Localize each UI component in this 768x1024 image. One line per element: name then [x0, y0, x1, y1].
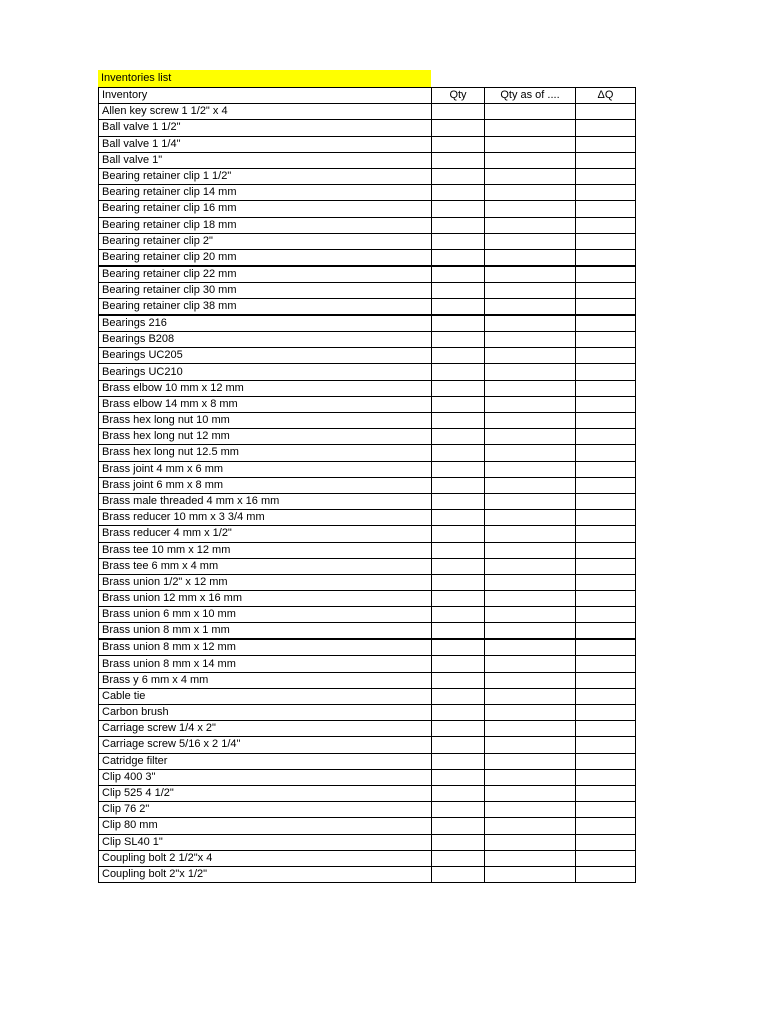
inventory-cell[interactable]: Brass union 12 mm x 16 mm [99, 591, 432, 607]
delta-q-cell[interactable] [576, 461, 636, 477]
qty-as-of-cell[interactable] [485, 737, 576, 753]
delta-q-cell[interactable] [576, 607, 636, 623]
table-row [99, 705, 636, 721]
qty-as-of-cell[interactable] [485, 542, 576, 558]
delta-q-cell[interactable] [576, 639, 636, 656]
qty-cell[interactable] [432, 445, 485, 461]
qty-cell[interactable] [432, 705, 485, 721]
delta-q-cell[interactable] [576, 380, 636, 396]
table-row [99, 656, 636, 672]
delta-q-cell[interactable] [576, 493, 636, 509]
inventory-body [99, 104, 636, 883]
qty-cell[interactable] [432, 785, 485, 801]
table-row [99, 477, 636, 493]
delta-q-cell[interactable] [576, 120, 636, 136]
qty-cell[interactable] [432, 769, 485, 785]
delta-q-cell[interactable] [576, 705, 636, 721]
delta-q-cell[interactable] [576, 850, 636, 866]
inventory-cell[interactable]: Coupling bolt 2"x 1/2" [99, 866, 432, 882]
qty-as-of-cell[interactable] [485, 526, 576, 542]
delta-q-cell[interactable] [576, 413, 636, 429]
qty-cell[interactable] [432, 152, 485, 168]
delta-q-cell[interactable] [576, 217, 636, 233]
delta-q-cell[interactable] [576, 591, 636, 607]
table-row [99, 380, 636, 396]
qty-as-of-cell[interactable] [485, 299, 576, 316]
qty-as-of-cell[interactable] [485, 510, 576, 526]
qty-cell[interactable] [432, 396, 485, 412]
inventory-cell[interactable]: Clip 80 mm [99, 818, 432, 834]
header-row [99, 88, 636, 104]
table-row [99, 818, 636, 834]
inventory-cell[interactable]: Brass union 8 mm x 12 mm [99, 639, 432, 656]
qty-as-of-cell[interactable] [485, 152, 576, 168]
inventory-cell[interactable]: Bearing retainer clip 20 mm [99, 249, 432, 266]
table-row [99, 299, 636, 316]
delta-q-cell[interactable] [576, 348, 636, 364]
delta-q-cell[interactable] [576, 266, 636, 283]
qty-cell[interactable] [432, 753, 485, 769]
table-row [99, 429, 636, 445]
inventory-cell[interactable]: Clip 400 3" [99, 769, 432, 785]
qty-as-of-cell[interactable] [485, 802, 576, 818]
header-qty[interactable]: Qty [432, 88, 485, 104]
table-row [99, 217, 636, 233]
qty-as-of-cell[interactable] [485, 168, 576, 184]
qty-cell[interactable] [432, 299, 485, 316]
inventory-cell[interactable]: Bearing retainer clip 38 mm [99, 299, 432, 316]
table-row [99, 574, 636, 590]
qty-as-of-cell[interactable] [485, 866, 576, 882]
table-row [99, 737, 636, 753]
delta-q-cell[interactable] [576, 282, 636, 298]
inventory-cell[interactable]: Bearing retainer clip 18 mm [99, 217, 432, 233]
qty-as-of-cell[interactable] [485, 104, 576, 120]
inventory-cell[interactable]: Coupling bolt 2 1/2"x 4 [99, 850, 432, 866]
qty-as-of-cell[interactable] [485, 850, 576, 866]
table-row [99, 445, 636, 461]
qty-cell[interactable] [432, 542, 485, 558]
inventory-cell[interactable]: Brass elbow 10 mm x 12 mm [99, 380, 432, 396]
inventory-cell[interactable]: Bearing retainer clip 1 1/2" [99, 168, 432, 184]
qty-as-of-cell[interactable] [485, 185, 576, 201]
qty-cell[interactable] [432, 413, 485, 429]
delta-q-cell[interactable] [576, 688, 636, 704]
inventory-cell[interactable]: Bearings UC205 [99, 348, 432, 364]
table-row [99, 834, 636, 850]
qty-as-of-cell[interactable] [485, 656, 576, 672]
qty-cell[interactable] [432, 461, 485, 477]
table-row [99, 558, 636, 574]
delta-q-cell[interactable] [576, 672, 636, 688]
qty-as-of-cell[interactable] [485, 705, 576, 721]
qty-as-of-cell[interactable] [485, 574, 576, 590]
inventory-cell[interactable]: Bearing retainer clip 14 mm [99, 185, 432, 201]
delta-q-cell[interactable] [576, 477, 636, 493]
inventory-cell[interactable]: Brass union 8 mm x 1 mm [99, 623, 432, 640]
qty-cell[interactable] [432, 136, 485, 152]
qty-cell[interactable] [432, 639, 485, 656]
delta-q-cell[interactable] [576, 818, 636, 834]
inventory-cell[interactable]: Clip 525 4 1/2" [99, 785, 432, 801]
inventory-cell[interactable]: Brass elbow 14 mm x 8 mm [99, 396, 432, 412]
qty-cell[interactable] [432, 591, 485, 607]
qty-as-of-cell[interactable] [485, 591, 576, 607]
delta-q-cell[interactable] [576, 201, 636, 217]
inventory-cell[interactable]: Bearings 216 [99, 315, 432, 332]
inventory-cell[interactable]: Brass hex long nut 12.5 mm [99, 445, 432, 461]
inventory-cell[interactable]: Brass union 6 mm x 10 mm [99, 607, 432, 623]
table-row [99, 168, 636, 184]
inventory-table [98, 87, 636, 883]
qty-cell[interactable] [432, 477, 485, 493]
inventory-cell[interactable]: Brass reducer 4 mm x 1/2" [99, 526, 432, 542]
qty-cell[interactable] [432, 526, 485, 542]
header-inventory[interactable]: Inventory [99, 88, 432, 104]
delta-q-cell[interactable] [576, 299, 636, 316]
delta-q-cell[interactable] [576, 445, 636, 461]
inventory-cell[interactable]: Brass joint 4 mm x 6 mm [99, 461, 432, 477]
qty-as-of-cell[interactable] [485, 380, 576, 396]
delta-q-cell[interactable] [576, 249, 636, 266]
qty-as-of-cell[interactable] [485, 332, 576, 348]
inventory-cell[interactable]: Ball valve 1 1/4" [99, 136, 432, 152]
table-row [99, 721, 636, 737]
table-row [99, 591, 636, 607]
inventory-cell[interactable]: Clip SL40 1" [99, 834, 432, 850]
table-row [99, 152, 636, 168]
delta-q-cell[interactable] [576, 737, 636, 753]
delta-q-cell[interactable] [576, 785, 636, 801]
table-row [99, 850, 636, 866]
header-delta-q[interactable]: ΔQ [576, 88, 636, 104]
qty-cell[interactable] [432, 574, 485, 590]
table-row [99, 461, 636, 477]
qty-as-of-cell[interactable] [485, 607, 576, 623]
qty-cell[interactable] [432, 315, 485, 332]
inventory-cell[interactable]: Bearings UC210 [99, 364, 432, 380]
delta-q-cell[interactable] [576, 656, 636, 672]
qty-cell[interactable] [432, 493, 485, 509]
qty-as-of-cell[interactable] [485, 477, 576, 493]
qty-as-of-cell[interactable] [485, 672, 576, 688]
inventory-cell[interactable]: Ball valve 1" [99, 152, 432, 168]
qty-as-of-cell[interactable] [485, 282, 576, 298]
qty-as-of-cell[interactable] [485, 834, 576, 850]
qty-cell[interactable] [432, 364, 485, 380]
inventory-cell[interactable]: Brass joint 6 mm x 8 mm [99, 477, 432, 493]
table-row [99, 120, 636, 136]
table-row [99, 266, 636, 283]
delta-q-cell[interactable] [576, 233, 636, 249]
delta-q-cell[interactable] [576, 152, 636, 168]
delta-q-cell[interactable] [576, 753, 636, 769]
inventory-cell[interactable]: Bearing retainer clip 22 mm [99, 266, 432, 283]
qty-as-of-cell[interactable] [485, 315, 576, 332]
qty-as-of-cell[interactable] [485, 639, 576, 656]
delta-q-cell[interactable] [576, 510, 636, 526]
qty-as-of-cell[interactable] [485, 217, 576, 233]
table-row [99, 396, 636, 412]
table-row [99, 332, 636, 348]
table-row [99, 136, 636, 152]
table-row [99, 413, 636, 429]
qty-cell[interactable] [432, 721, 485, 737]
delta-q-cell[interactable] [576, 721, 636, 737]
table-row [99, 526, 636, 542]
qty-cell[interactable] [432, 185, 485, 201]
delta-q-cell[interactable] [576, 623, 636, 640]
qty-as-of-cell[interactable] [485, 348, 576, 364]
qty-as-of-cell[interactable] [485, 493, 576, 509]
qty-as-of-cell[interactable] [485, 233, 576, 249]
qty-as-of-cell[interactable] [485, 785, 576, 801]
table-row [99, 104, 636, 120]
qty-as-of-cell[interactable] [485, 249, 576, 266]
delta-q-cell[interactable] [576, 574, 636, 590]
inventory-cell[interactable]: Bearings B208 [99, 332, 432, 348]
table-row [99, 233, 636, 249]
qty-as-of-cell[interactable] [485, 429, 576, 445]
qty-cell[interactable] [432, 737, 485, 753]
qty-cell[interactable] [432, 818, 485, 834]
table-row [99, 542, 636, 558]
header-qty-as-of[interactable]: Qty as of .... [485, 88, 576, 104]
table-row [99, 185, 636, 201]
qty-cell[interactable] [432, 201, 485, 217]
qty-cell[interactable] [432, 249, 485, 266]
delta-q-cell[interactable] [576, 834, 636, 850]
qty-as-of-cell[interactable] [485, 753, 576, 769]
table-row [99, 249, 636, 266]
table-row [99, 623, 636, 640]
table-row [99, 201, 636, 217]
sheet-title[interactable]: Inventories list [98, 70, 431, 87]
delta-q-cell[interactable] [576, 332, 636, 348]
inventory-cell[interactable]: Carriage screw 5/16 x 2 1/4" [99, 737, 432, 753]
qty-cell[interactable] [432, 380, 485, 396]
inventory-cell[interactable]: Bearing retainer clip 16 mm [99, 201, 432, 217]
table-row [99, 607, 636, 623]
qty-cell[interactable] [432, 168, 485, 184]
delta-q-cell[interactable] [576, 396, 636, 412]
inventory-cell[interactable]: Brass hex long nut 10 mm [99, 413, 432, 429]
qty-as-of-cell[interactable] [485, 201, 576, 217]
inventory-cell[interactable]: Cable tie [99, 688, 432, 704]
qty-as-of-cell[interactable] [485, 461, 576, 477]
inventory-cell[interactable]: Allen key screw 1 1/2" x 4 [99, 104, 432, 120]
inventory-cell[interactable]: Brass union 1/2" x 12 mm [99, 574, 432, 590]
table-row [99, 493, 636, 509]
qty-cell[interactable] [432, 217, 485, 233]
inventory-cell[interactable]: Catridge filter [99, 753, 432, 769]
table-row [99, 753, 636, 769]
qty-cell[interactable] [432, 429, 485, 445]
table-row [99, 348, 636, 364]
qty-cell[interactable] [432, 510, 485, 526]
table-row [99, 639, 636, 656]
table-row [99, 802, 636, 818]
inventory-cell[interactable]: Brass union 8 mm x 14 mm [99, 656, 432, 672]
qty-as-of-cell[interactable] [485, 623, 576, 640]
qty-cell[interactable] [432, 672, 485, 688]
inventory-cell[interactable]: Brass hex long nut 12 mm [99, 429, 432, 445]
inventory-cell[interactable]: Brass y 6 mm x 4 mm [99, 672, 432, 688]
qty-cell[interactable] [432, 266, 485, 283]
qty-as-of-cell[interactable] [485, 558, 576, 574]
inventory-cell[interactable]: Clip 76 2" [99, 802, 432, 818]
table-row [99, 672, 636, 688]
qty-as-of-cell[interactable] [485, 445, 576, 461]
qty-cell[interactable] [432, 332, 485, 348]
delta-q-cell[interactable] [576, 769, 636, 785]
qty-as-of-cell[interactable] [485, 721, 576, 737]
qty-as-of-cell[interactable] [485, 364, 576, 380]
delta-q-cell[interactable] [576, 185, 636, 201]
inventory-cell[interactable]: Bearing retainer clip 30 mm [99, 282, 432, 298]
delta-q-cell[interactable] [576, 315, 636, 332]
table-row [99, 866, 636, 882]
table-row [99, 769, 636, 785]
qty-cell[interactable] [432, 623, 485, 640]
qty-cell[interactable] [432, 104, 485, 120]
qty-as-of-cell[interactable] [485, 413, 576, 429]
qty-cell[interactable] [432, 120, 485, 136]
delta-q-cell[interactable] [576, 526, 636, 542]
qty-cell[interactable] [432, 866, 485, 882]
qty-cell[interactable] [432, 558, 485, 574]
delta-q-cell[interactable] [576, 558, 636, 574]
inventory-cell[interactable]: Brass male threaded 4 mm x 16 mm [99, 493, 432, 509]
qty-cell[interactable] [432, 688, 485, 704]
inventory-cell[interactable]: Carbon brush [99, 705, 432, 721]
table-row [99, 364, 636, 380]
qty-as-of-cell[interactable] [485, 266, 576, 283]
delta-q-cell[interactable] [576, 542, 636, 558]
qty-as-of-cell[interactable] [485, 769, 576, 785]
delta-q-cell[interactable] [576, 364, 636, 380]
table-row [99, 688, 636, 704]
delta-q-cell[interactable] [576, 136, 636, 152]
qty-as-of-cell[interactable] [485, 396, 576, 412]
inventory-cell[interactable]: Brass tee 6 mm x 4 mm [99, 558, 432, 574]
qty-as-of-cell[interactable] [485, 688, 576, 704]
table-row [99, 315, 636, 332]
inventory-cell[interactable]: Carriage screw 1/4 x 2" [99, 721, 432, 737]
qty-cell[interactable] [432, 802, 485, 818]
inventory-cell[interactable]: Brass reducer 10 mm x 3 3/4 mm [99, 510, 432, 526]
table-row [99, 785, 636, 801]
delta-q-cell[interactable] [576, 866, 636, 882]
qty-cell[interactable] [432, 233, 485, 249]
delta-q-cell[interactable] [576, 802, 636, 818]
delta-q-cell[interactable] [576, 429, 636, 445]
qty-as-of-cell[interactable] [485, 120, 576, 136]
qty-as-of-cell[interactable] [485, 136, 576, 152]
delta-q-cell[interactable] [576, 168, 636, 184]
inventory-cell[interactable]: Ball valve 1 1/2" [99, 120, 432, 136]
delta-q-cell[interactable] [576, 104, 636, 120]
qty-cell[interactable] [432, 850, 485, 866]
qty-cell[interactable] [432, 348, 485, 364]
inventory-cell[interactable]: Bearing retainer clip 2" [99, 233, 432, 249]
table-row [99, 510, 636, 526]
qty-cell[interactable] [432, 607, 485, 623]
qty-cell[interactable] [432, 656, 485, 672]
qty-cell[interactable] [432, 282, 485, 298]
table-row [99, 282, 636, 298]
qty-as-of-cell[interactable] [485, 818, 576, 834]
qty-cell[interactable] [432, 834, 485, 850]
inventory-cell[interactable]: Brass tee 10 mm x 12 mm [99, 542, 432, 558]
inventory-sheet [98, 70, 636, 883]
